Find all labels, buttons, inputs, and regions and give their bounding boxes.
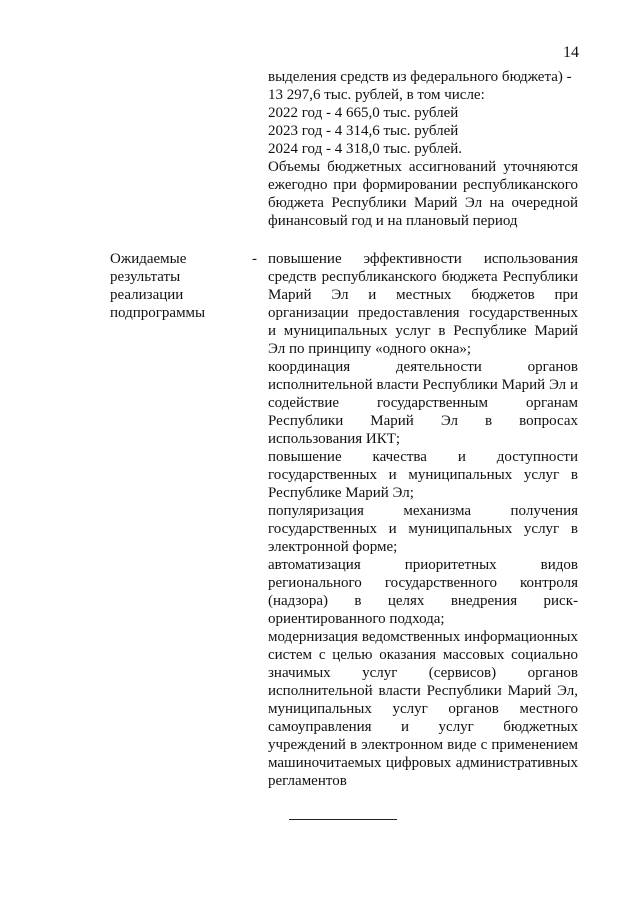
row-dash: - — [252, 251, 257, 267]
funding-note: Объемы бюджетных ассигнований уточняются ежегодно при формировании республиканского бюджета Республики Марий Эл на очередной финансовый год и на плановый период — [268, 159, 578, 229]
expected-results-list — [268, 250, 578, 790]
funding-line: 2022 год - 4 665,0 тыс. рублей — [268, 105, 459, 121]
funding-block — [268, 68, 578, 230]
funding-line: выделения средств из федерального бюджета) - — [268, 69, 572, 85]
result-item: повышение качества и доступности государственных и муниципальных услуг в Республике Марий Эл; — [268, 449, 578, 501]
funding-line: 2023 год - 4 314,6 тыс. рублей — [268, 123, 459, 139]
result-item: модернизация ведомственных информационных систем с целью оказания массовых социально значимых услуг (сервисов) органов исполнительной власти Республики Марий Эл, муниципальных услуг органов местного самоуправления и услуг бюджетных учреждений в электронном виде с применением машиночитаемых цифровых административных регламентов — [268, 629, 578, 789]
expected-results-label: Ожидаемые результаты реализации подпрограммы — [110, 251, 206, 321]
funding-line: 2024 год - 4 318,0 тыс. рублей. — [268, 141, 463, 157]
result-item: популяризация механизма получения государственных и муниципальных услуг в электронной форме; — [268, 503, 578, 555]
page-number: 14 — [563, 44, 579, 61]
result-item: автоматизация приоритетных видов регионального государственного контроля (надзора) в целях внедрения риск-ориентированного подхода; — [268, 557, 578, 627]
result-item: координация деятельности органов исполнительной власти Республики Марий Эл и содействие государственным органам Республики Марий Эл в вопросах использования ИКТ; — [268, 359, 578, 447]
footer-rule — [289, 819, 397, 820]
result-item: повышение эффективности использования средств республиканского бюджета Республики Марий Эл и местных бюджетов при организации предоставления государственных и муниципальных услуг в Республике Марий Эл по принципу «одного окна»; — [268, 251, 578, 357]
funding-line: 13 297,6 тыс. рублей, в том числе: — [268, 87, 485, 103]
